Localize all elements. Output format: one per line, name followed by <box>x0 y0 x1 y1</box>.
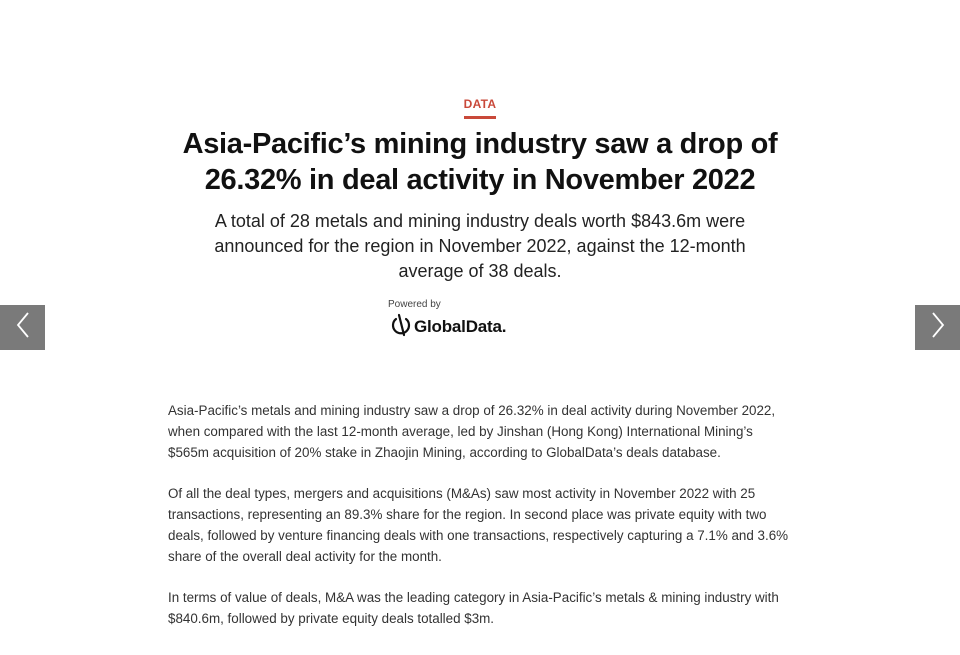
standfirst: A total of 28 metals and mining industry deals worth $843.6m were announced for the region in November 2022, against the 12-month average of 38 deals. <box>214 211 746 281</box>
chevron-left-icon <box>15 311 31 344</box>
globaldata-brand-name: GlobalData. <box>414 317 507 336</box>
globaldata-logo[interactable] <box>391 314 506 340</box>
category-tag <box>0 95 960 119</box>
category-tag-label[interactable]: DATA <box>464 97 497 119</box>
article-body <box>168 400 794 649</box>
powered-by-label: Powered by <box>388 299 441 310</box>
globaldata-mark-icon <box>391 313 411 342</box>
article-paragraph: Asia-Pacific’s metals and mining industry saw a drop of 26.32% in deal activity during November 2022, when compared with the last 12-month average, led by Jinshan (Hong Kong) International Mining’s $565m acquisition of 20% stake in Zhaojin Mining, according to GlobalData’s deals database. <box>168 403 776 460</box>
chevron-right-icon <box>930 311 946 344</box>
next-slide-button[interactable] <box>915 305 960 350</box>
headline: Asia-Pacific’s mining industry saw a drop of 26.32% in deal activity in November 2022 <box>182 128 778 196</box>
article-paragraph: Of all the deal types, mergers and acquisitions (M&As) saw most activity in November 2022 with 25 transactions, representing an 89.3% share for the region. In second place was private equity with two deals, followed by venture financing deals with one transactions, respectively capturing a 7.1% and 3.6% share of the overall deal activity for the month. <box>168 486 789 564</box>
previous-slide-button[interactable] <box>0 305 45 350</box>
article-paragraph: In terms of value of deals, M&A was the leading category in Asia-Pacific’s metals & mining industry with $840.6m, followed by private equity deals totalled $3m. <box>168 590 779 626</box>
